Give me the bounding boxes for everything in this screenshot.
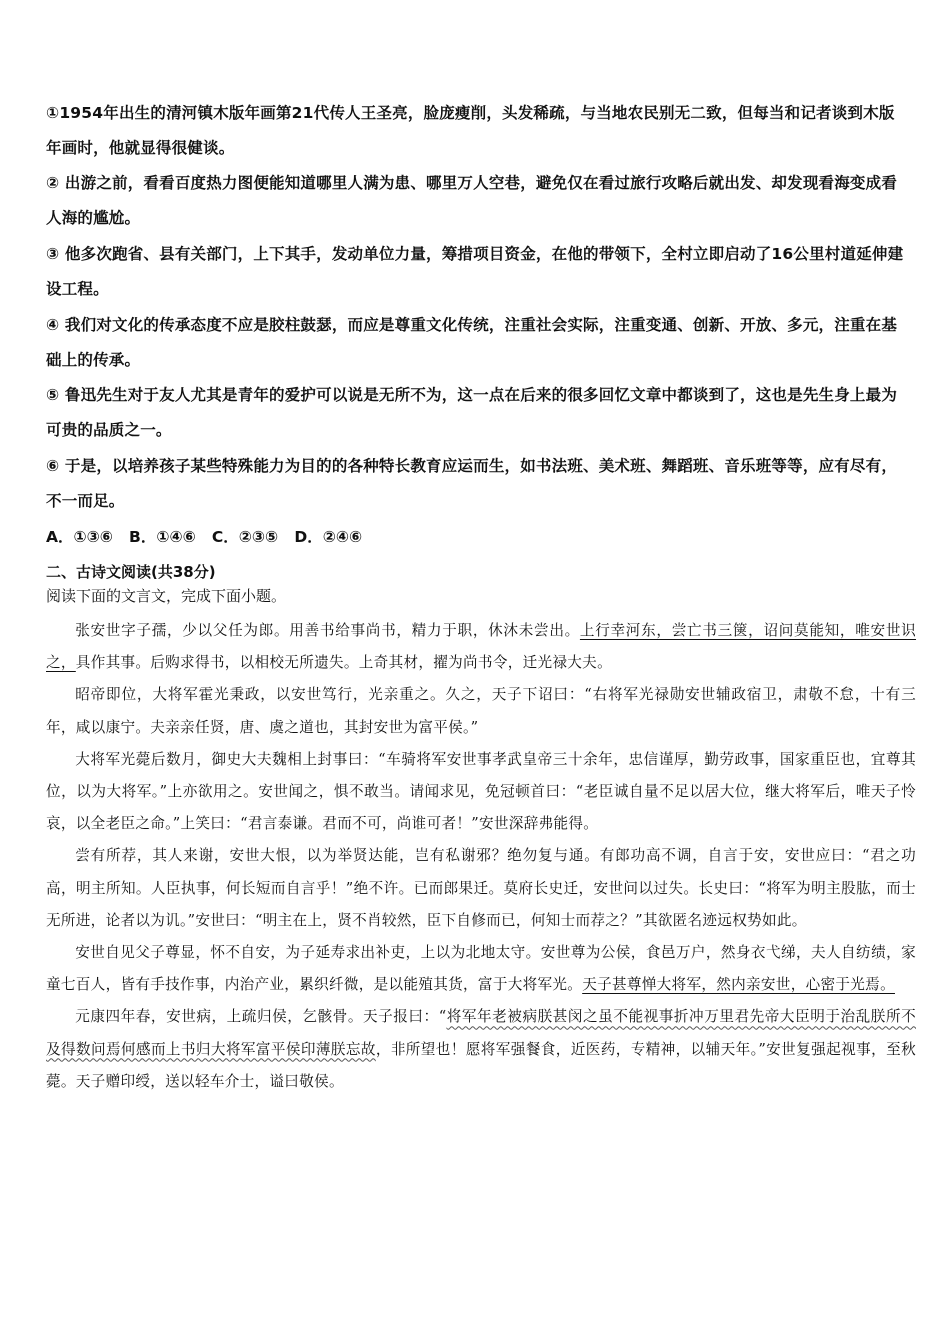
question-item-6: ⑥ 于是，以培养孩子某些特殊能力为目的的各种特长教育应运而生，如书法班、美术班、舞蹈班、音乐班等等，应有尽有，不一而足。 [46,457,898,510]
passage-paragraph-6 [46,1001,916,1098]
wavy-underlined-sentence: 将军年老被病朕甚闵之虽不能视事折冲万里君先帝大臣明于治乱朕所不及得数问焉何感而上书归大将军富平侯印薄朕忘故 [46,1008,916,1058]
answer-options: A．①③⑥ B．①④⑥ C．②③⑤ D．②④⑥ [46,528,363,546]
passage-paragraph-5 [46,937,916,1001]
passage-text: 张安世字子孺，少以父任为郎。用善书给事尚书，精力于职，休沐未尝出。 [75,622,580,639]
passage-paragraph-4: 尝有所荐，其人来谢，安世大恨，以为举贤达能，岂有私谢邪？绝勿复与通。有郎功高不调，自言于安，安世应曰：“君之功高，明主所知。人臣执事，何长短而自言乎！”绝不许。已而郎果迁。莫府长史迁，安世问以过失。长史曰：“将军为明主股肱，而士无所进，论者以为讥。”安世曰：“明主在上，贤不肖较然，臣下自修而已，何知士而荐之？”其欲匿名迹远权势如此。 [46,847,916,929]
passage-paragraph-3: 大将军光薨后数月，御史大夫魏相上封事曰：“车骑将军安世事孝武皇帝三十余年，忠信谨厚，勤劳政事，国家重臣也，宜尊其位，以为大将军。”上亦欲用之。安世闻之，惧不敢当。请闻求见，免冠顿首曰：“老臣诚自量不足以居大位，继大将军后，唯天子怜哀，以全老臣之命。”上笑曰：“君言泰谦。君而不可，尚谁可者！”安世深辞弗能得。 [46,750,916,833]
underlined-sentence: 上行幸河东，尝亡书三箧，诏问莫能知，唯安世识之， [46,622,917,672]
passage-text: 安世自见父子尊显，怀不自安，为子延寿求出补吏，上以为北地太守。安世尊为公侯，食邑万户，然身衣弋绨，夫人自纺绩，家童七百人，皆有手技作事，内治产业，累织纤微，是以能殖其货，富于大将军光。 [46,944,916,994]
question-item-3: ③ 他多次跑省、县有关部门，上下其手，发动单位力量，筹措项目资金，在他的带领下，全村立即启动了16公里村道延伸建设工程。 [46,245,904,298]
classical-passage [46,615,916,1098]
passage-paragraph-1 [46,615,916,679]
question-item-5: ⑤ 鲁迅先生对于友人尤其是青年的爱护可以说是无所不为，这一点在后来的很多回忆文章中都谈到了，这也是先生身上最为可贵的品质之一。 [46,386,898,439]
section-heading: 二、古诗文阅读(共38分) [46,563,216,581]
underlined-sentence: 天子甚尊惮大将军，然内亲安世，心密于光焉。 [582,976,895,994]
passage-paragraph-2: 昭帝即位，大将军霍光秉政，以安世笃行，光亲重之。久之，天子下诏曰：“右将军光禄勋安世辅政宿卫，肃敬不怠，十有三年，咸以康宁。夫亲亲任贤，唐、虞之道也，其封安世为富平侯。” [46,686,916,736]
question-item-4: ④ 我们对文化的传承态度不应是胶柱鼓瑟，而应是尊重文化传统，注重社会实际，注重变通、创新、开放、多元，注重在基础上的传承。 [46,316,898,369]
passage-text: ，非所望也！愿将军强餐食，近医药，专精神，以辅天年。”安世复强起视事，至秋薨。天子赠印绶，送以轻车介士，谥曰敬侯。 [46,1040,916,1090]
passage-text: 具作其事。后购求得书，以相校无所遗失。上奇其材，擢为尚书令，迁光禄大夫。 [75,654,612,672]
question-item-2: ② 出游之前，看看百度热力图便能知道哪里人满为患、哪里万人空巷，避免仅在看过旅行攻略后就出发、却发现看海变成看人海的尴尬。 [46,174,898,227]
passage-text: 元康四年春，安世病，上疏归侯，乞骸骨。天子报曰：“ [75,1008,447,1026]
question-item-1: ①1954年出生的清河镇木版年画第21代传人王圣亮，脸庞瘦削，头发稀疏，与当地农民别无二致，但每当和记者谈到木版年画时，他就显得很健谈。 [46,104,895,157]
section-instruction: 阅读下面的文言文，完成下面小题。 [46,587,287,605]
